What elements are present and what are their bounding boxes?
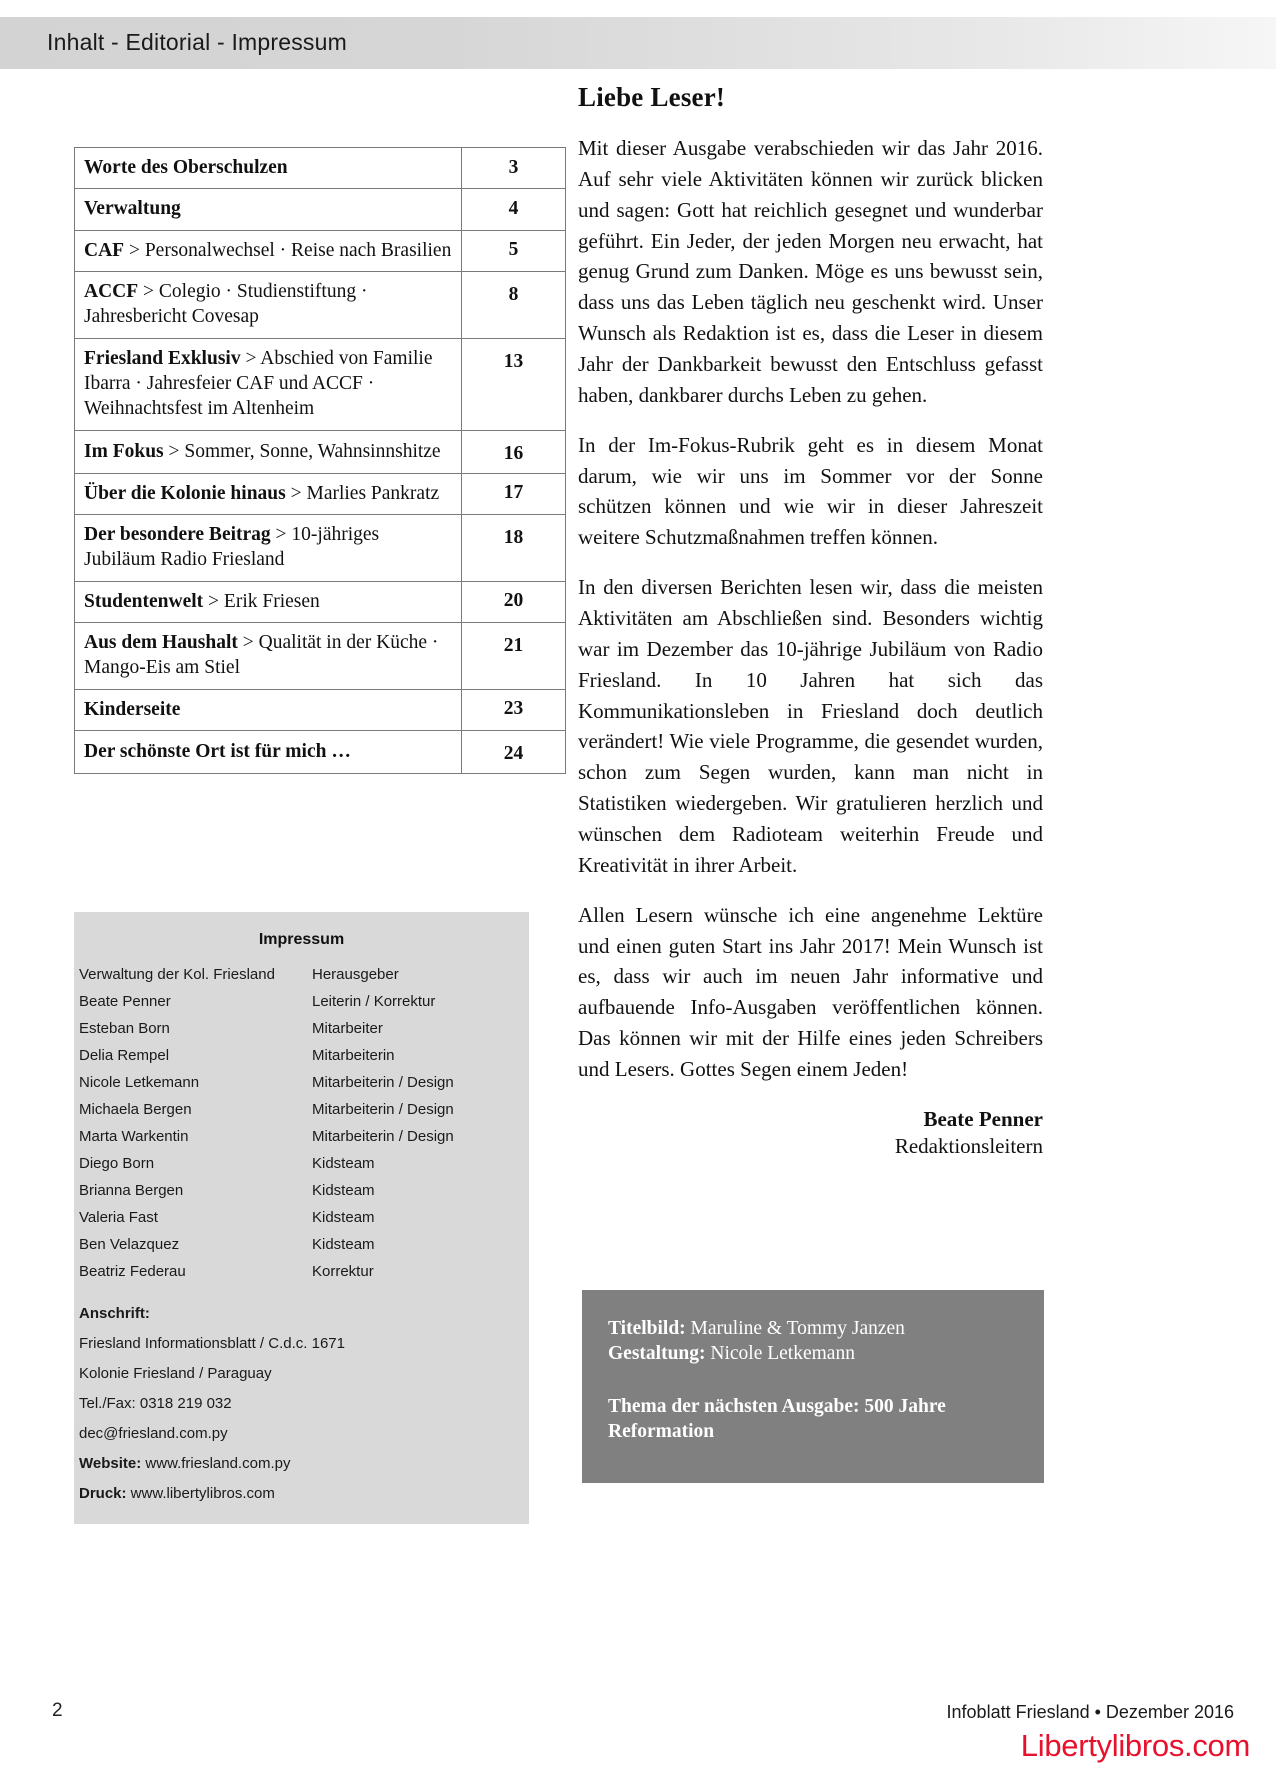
staff-name: Beate Penner	[79, 993, 171, 1010]
toc-entry-section: Verwaltung	[84, 198, 181, 220]
toc-entry-page[interactable]: 17	[462, 473, 566, 514]
editorial-signature-role: Redaktionsleitern	[894, 1133, 1043, 1158]
staff-name: Ben Velazquez	[79, 1236, 180, 1253]
toc-entry-title[interactable]	[75, 689, 462, 730]
next-issue-theme: Thema der nächsten Ausgabe: 500 Jahre Reformation	[608, 1395, 946, 1443]
toc-table	[74, 147, 566, 774]
staff-name: Diego Born	[79, 1155, 155, 1172]
phone-line: Tel./Fax: 0318 219 032	[79, 1395, 232, 1412]
staff-role: Mitarbeiterin / Design	[312, 1074, 454, 1091]
impressum-staff-row	[74, 1021, 529, 1048]
toc-entry-page[interactable]: 16	[462, 430, 566, 473]
table-row	[75, 515, 566, 582]
staff-role: Kidsteam	[312, 1209, 375, 1226]
staff-name: Delia Rempel	[79, 1047, 170, 1064]
page-header-title: Inhalt - Editorial - Impressum	[47, 29, 347, 55]
druck-line[interactable]	[74, 1485, 529, 1502]
toc-entry-page[interactable]: 13	[462, 338, 566, 430]
toc-entry-section: Aus dem Haushalt	[84, 632, 238, 654]
table-row	[75, 623, 566, 690]
editorial-body	[578, 133, 1043, 1085]
toc-entry-detail: > Erik Friesen	[203, 590, 320, 612]
impressum-staff-row	[74, 1129, 529, 1156]
impressum-staff-row	[74, 1237, 529, 1264]
impressum-title: Impressum	[258, 931, 345, 948]
staff-role: Mitarbeiterin / Design	[312, 1128, 454, 1145]
staff-role: Leiterin / Korrektur	[312, 993, 436, 1010]
table-row	[75, 230, 566, 271]
website-value: www.friesland.com.py	[141, 1455, 291, 1472]
impressum-staff-row	[74, 1156, 529, 1183]
staff-role: Mitarbeiter	[312, 1020, 383, 1037]
impressum-staff-row	[74, 1183, 529, 1210]
toc-entry-detail: > Sommer, Sonne, Wahnsinnshitze	[163, 440, 441, 462]
toc-entry-title[interactable]	[75, 623, 462, 690]
impressum-staff-row	[74, 1048, 529, 1075]
table-row	[75, 272, 566, 339]
editorial-paragraph: In den diversen Berichten lesen wir, dass die meisten Aktivitäten am Abschließen sind. Besonders wichtig war im Dezember das 10-jährige Jubiläum von Radio Friesland. In 10 Jahren hat sich das Kommunikationsleben in Friesland doch deutlich verändert! Wie viele Programme, die gesendet wurden, schon zum Segen wurden, kann man nicht in Statistiken wiedergeben. Wir gratulieren herzlich und wünschen dem Radioteam weiterhin Freude und Kreativität in ihrer Arbeit.	[578, 575, 1043, 877]
editorial-signature-name: Beate Penner	[923, 1106, 1043, 1131]
toc-entry-title[interactable]	[75, 473, 462, 514]
toc-entry-title[interactable]	[75, 731, 462, 774]
table-row	[75, 473, 566, 514]
table-row	[75, 189, 566, 230]
editorial-article	[578, 82, 1043, 1159]
toc-entry-page[interactable]: 21	[462, 623, 566, 690]
titelbild-label: Titelbild:	[608, 1318, 686, 1339]
table-row	[75, 430, 566, 473]
gestaltung-label: Gestaltung:	[608, 1343, 706, 1365]
toc-entry-section: Der schönste Ort ist für mich …	[84, 740, 351, 762]
staff-role: Kidsteam	[312, 1236, 375, 1253]
toc-entry-page[interactable]: 4	[462, 189, 566, 230]
impressum-staff-list	[74, 967, 529, 1291]
staff-role: Korrektur	[312, 1263, 374, 1280]
toc-entry-page[interactable]: 18	[462, 515, 566, 582]
table-row	[75, 148, 566, 189]
toc-entry-title[interactable]	[75, 230, 462, 271]
staff-name: Verwaltung der Kol. Friesland	[79, 966, 275, 983]
toc-entry-title[interactable]	[75, 338, 462, 430]
staff-role: Kidsteam	[312, 1155, 375, 1172]
table-row	[75, 731, 566, 774]
staff-role: Mitarbeiterin / Design	[312, 1101, 454, 1118]
toc-entry-page[interactable]: 20	[462, 581, 566, 622]
toc-entry-title[interactable]	[75, 189, 462, 230]
toc-entry-section: ACCF	[84, 281, 139, 303]
toc-entry-section: Im Fokus	[84, 440, 164, 462]
toc-entry-detail: > Qualität in der Küche · Mango-Eis am Stiel	[84, 632, 439, 679]
gestaltung-value: Nicole Letkemann	[705, 1343, 855, 1365]
toc-entry-section: CAF	[84, 239, 125, 261]
toc-entry-title[interactable]	[75, 581, 462, 622]
impressum-box	[74, 912, 529, 1524]
staff-name: Esteban Born	[79, 1020, 170, 1037]
toc-entry-page[interactable]: 3	[462, 148, 566, 189]
staff-name: Beatriz Federau	[79, 1263, 186, 1280]
toc-entry-section: Kinderseite	[84, 698, 181, 720]
staff-role: Herausgeber	[312, 966, 399, 983]
impressum-staff-row	[74, 1102, 529, 1129]
editorial-paragraph: Allen Lesern wünsche ich eine angenehme Lektüre und einen guten Start ins Jahr 2017! Mein Wunsch ist es, dass wir auch im neuen Jahr informative und aufbauende Info-Ausgaben veröffentlichen können. Das können wir mit der Hilfe eines jeden Schreibers und Lesers. Gottes Segen einem Jeden!	[578, 902, 1043, 1082]
toc-entry-detail: > Personalwechsel · Reise nach Brasilien	[124, 239, 452, 261]
impressum-spacer	[74, 1291, 529, 1305]
staff-name: Marta Warkentin	[79, 1128, 189, 1145]
table-row	[75, 689, 566, 730]
impressum-staff-row	[74, 1075, 529, 1102]
titelbild-value: Maruline & Tommy Janzen	[685, 1318, 905, 1339]
website-label: Website:	[79, 1455, 142, 1472]
table-of-contents	[74, 147, 529, 774]
toc-entry-section: Friesland Exklusiv	[84, 347, 241, 369]
toc-entry-detail: > Colegio · Studienstiftung · Jahresbericht Covesap	[84, 281, 368, 328]
website-line[interactable]	[74, 1455, 529, 1472]
staff-name: Valeria Fast	[79, 1209, 158, 1226]
toc-entry-detail: > 10-jähriges Jubiläum Radio Friesland	[84, 524, 380, 571]
toc-entry-title[interactable]	[75, 515, 462, 582]
staff-role: Mitarbeiterin	[312, 1047, 395, 1064]
address-line-1: Friesland Informationsblatt / C.d.c. 1671	[79, 1335, 345, 1352]
druck-label: Druck:	[79, 1485, 127, 1502]
footer-issue-label: Infoblatt Friesland • Dezember 2016	[946, 1702, 1234, 1722]
impressum-staff-row	[74, 967, 529, 994]
toc-entry-section: Der besondere Beitrag	[84, 524, 271, 546]
toc-entry-title[interactable]	[75, 430, 462, 473]
table-row	[75, 338, 566, 430]
toc-entry-detail: > Marlies Pankratz	[285, 482, 440, 504]
staff-name: Michaela Bergen	[79, 1101, 192, 1118]
libertylibros-watermark: Libertylibros.com	[1020, 1728, 1250, 1763]
email-line[interactable]: dec@friesland.com.py	[79, 1425, 228, 1442]
toc-entry-page[interactable]: 23	[462, 689, 566, 730]
impressum-staff-row	[74, 1210, 529, 1237]
staff-name: Nicole Letkemann	[79, 1074, 200, 1091]
toc-entry-title[interactable]	[75, 272, 462, 339]
toc-entry-detail: > Abschied von Familie Ibarra · Jahresfeier CAF und ACCF · Weihnachtsfest im Altenheim	[84, 347, 433, 420]
impressum-staff-row	[74, 1264, 529, 1291]
toc-entry-page[interactable]: 8	[462, 272, 566, 339]
toc-entry-page[interactable]: 24	[462, 731, 566, 774]
toc-entry-title[interactable]	[75, 148, 462, 189]
editorial-title: Liebe Leser!	[578, 82, 726, 112]
editorial-paragraph: Mit dieser Ausgabe verabschieden wir das Jahr 2016. Auf sehr viele Aktivitäten können wir zurück blicken und sagen: Gott hat reichlich gesegnet und wunderbar geführt. Ein Jeder, der jeden Morgen neu erwacht, hat genug Grund zum Danken. Möge es uns bewusst sein, dass uns das Leben täglich neu geschenkt wird. Unser Wunsch als Redaktion ist es, dass die Leser in diesem Jahr der Dankbarkeit bewusst den Entschluss gefasst haben, dankbarer durchs Leben zu gehen.	[578, 136, 1043, 407]
toc-entry-section: Studentenwelt	[84, 590, 204, 612]
titelbild-credit	[608, 1316, 1018, 1341]
page-number: 2	[52, 1700, 63, 1721]
anschrift-label: Anschrift:	[79, 1305, 150, 1322]
toc-entry-section: Über die Kolonie hinaus	[84, 482, 286, 504]
editorial-paragraph: In der Im-Fokus-Rubrik geht es in diesem Monat darum, wie wir uns im Sommer vor der Sonne schützen können und wie wir in dieser Jahreszeit weitere Schutzmaßnahmen treffen können.	[578, 432, 1043, 550]
titelbild-box	[582, 1290, 1044, 1483]
toc-entry-page[interactable]: 5	[462, 230, 566, 271]
address-line-2: Kolonie Friesland / Paraguay	[79, 1365, 272, 1382]
druck-value: www.libertylibros.com	[126, 1485, 275, 1502]
impressum-staff-row	[74, 994, 529, 1021]
staff-name: Brianna Bergen	[79, 1182, 184, 1199]
table-row	[75, 581, 566, 622]
gestaltung-credit	[608, 1341, 1018, 1366]
toc-entry-section: Worte des Oberschulzen	[84, 157, 288, 178]
staff-role: Kidsteam	[312, 1182, 375, 1199]
